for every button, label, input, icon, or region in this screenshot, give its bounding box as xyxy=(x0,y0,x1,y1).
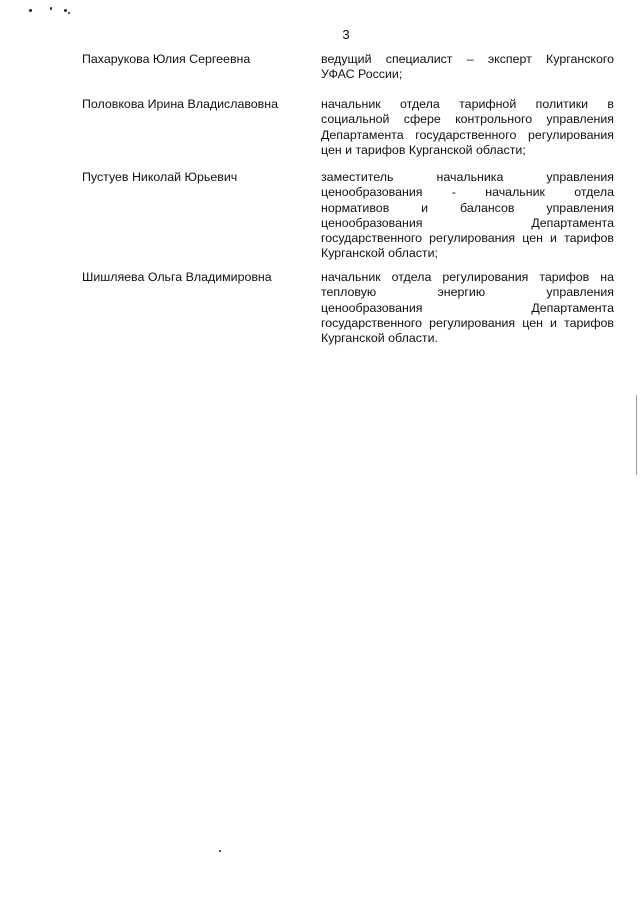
scan-speck xyxy=(50,7,52,10)
position-line: ценообразования Департамента xyxy=(321,300,614,315)
member-position xyxy=(321,170,614,262)
position-line: начальник отдела регулирования тарифов на xyxy=(321,270,614,284)
scan-speck xyxy=(219,850,221,852)
position-line: заместитель начальника управления xyxy=(321,170,614,184)
member-name: Шишляева Ольга Владимировна xyxy=(82,270,272,284)
position-line: цен и тарифов Курганской области; xyxy=(321,142,526,157)
scan-speck xyxy=(68,12,70,14)
position-line: УФАС России; xyxy=(321,67,403,82)
member-name: Пахарукова Юлия Сергеевна xyxy=(82,52,251,66)
position-line: государственного регулирования цен и тарифов xyxy=(321,315,614,330)
member-name: Пустуев Николай Юрьевич xyxy=(82,170,238,184)
position-line: начальник отдела тарифной политики в xyxy=(321,97,614,111)
member-position xyxy=(321,97,614,158)
position-line: нормативов и балансов управления xyxy=(321,200,614,215)
position-line: Курганской области; xyxy=(321,246,438,261)
position-line: ведущий специалист – эксперт Курганского xyxy=(321,52,614,66)
member-name: Половкова Ирина Владиславовна xyxy=(82,97,278,111)
position-line: Курганской области. xyxy=(321,331,438,346)
position-line: ценообразования - начальник отдела xyxy=(321,185,614,200)
position-line: ценообразования Департамента xyxy=(321,215,614,230)
scan-speck xyxy=(64,9,67,12)
position-line: государственного регулирования цен и тарифов xyxy=(321,231,614,246)
position-line: социальной сфере контрольного управления xyxy=(321,112,614,127)
scan-edge-line xyxy=(636,395,637,475)
member-position xyxy=(321,52,614,83)
scan-speck xyxy=(29,9,32,12)
position-line: тепловую энергию управления xyxy=(321,285,614,300)
page-number: 3 xyxy=(342,27,350,42)
position-line: Департамента государственного регулирования xyxy=(321,127,614,142)
member-position xyxy=(321,270,614,346)
